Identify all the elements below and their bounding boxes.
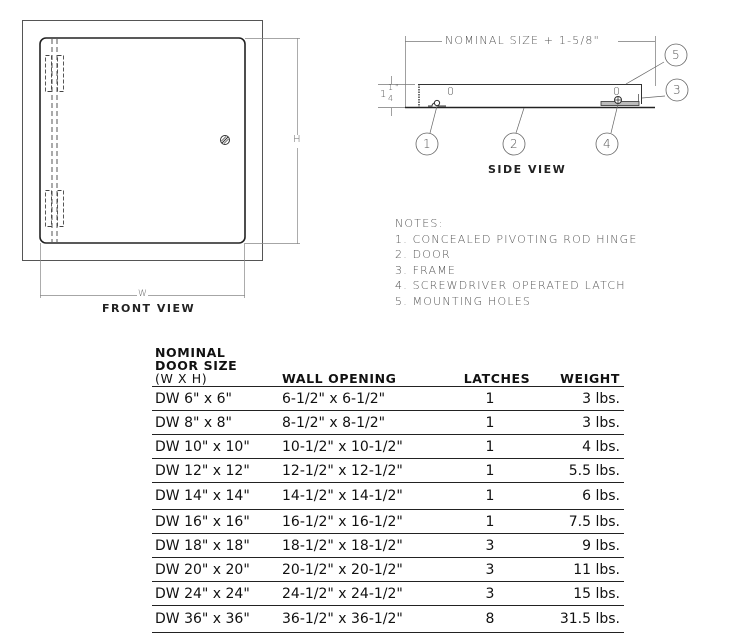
- cell-latches: 1: [446, 411, 551, 435]
- cell-weight: 31.5 lbs.: [551, 606, 624, 633]
- table-row: [152, 606, 624, 633]
- header-latches: LATCHES: [446, 346, 551, 387]
- cell-opening: 18-1/2" x 18-1/2": [279, 534, 446, 558]
- cell-latches: 3: [446, 558, 551, 582]
- callout-5-label: 5: [672, 48, 681, 62]
- header-size-line3: (W X H): [155, 371, 208, 386]
- cell-size: DW 20" x 20": [152, 558, 279, 582]
- cell-size: DW 6" x 6": [152, 387, 279, 411]
- latch-screw-icon: [221, 136, 230, 145]
- table-row: [152, 558, 624, 582]
- frame-outline: [23, 21, 263, 261]
- cell-latches: 3: [446, 534, 551, 558]
- depth-dim-whole: 1: [380, 89, 388, 100]
- cell-weight: 6 lbs.: [551, 483, 624, 510]
- table-row: [152, 459, 624, 483]
- cell-weight: 3 lbs.: [551, 411, 624, 435]
- header-nominal-size: [152, 346, 279, 387]
- mounting-hole-left: 0: [447, 85, 456, 98]
- depth-dim-unit: ": [395, 83, 400, 92]
- cell-latches: 1: [446, 435, 551, 459]
- nominal-size-dimension: NOMINAL SIZE + 1-5/8": [445, 34, 600, 47]
- note-item: 3. FRAME: [395, 263, 457, 277]
- header-size-line1: NOMINAL: [155, 345, 226, 360]
- cell-size: DW 16" x 16": [152, 510, 279, 534]
- notes-block: [395, 216, 638, 309]
- cell-opening: 10-1/2" x 10-1/2": [279, 435, 446, 459]
- callout-4-label: 4: [603, 137, 612, 151]
- cell-size: DW 8" x 8": [152, 411, 279, 435]
- height-dimension: [245, 38, 300, 244]
- cell-latches: 1: [446, 459, 551, 483]
- cell-weight: 11 lbs.: [551, 558, 624, 582]
- hinge-upper-icon: [46, 56, 64, 92]
- cell-weight: 15 lbs.: [551, 582, 624, 606]
- cell-weight: 9 lbs.: [551, 534, 624, 558]
- cell-size: DW 24" x 24": [152, 582, 279, 606]
- table-row: [152, 435, 624, 459]
- mounting-hole-right: 0: [613, 85, 622, 98]
- table-row: [152, 387, 624, 411]
- front-view-label: FRONT VIEW: [102, 302, 196, 315]
- cell-weight: 4 lbs.: [551, 435, 624, 459]
- callout-3-label: 3: [673, 83, 682, 97]
- height-dim-label: H: [293, 134, 302, 145]
- cell-size: DW 12" x 12": [152, 459, 279, 483]
- table-row: [152, 582, 624, 606]
- cell-latches: 3: [446, 582, 551, 606]
- cell-latches: 1: [446, 510, 551, 534]
- note-item: 2. DOOR: [395, 248, 451, 261]
- cell-opening: 14-1/2" x 14-1/2": [279, 483, 446, 510]
- header-weight: WEIGHT: [551, 346, 624, 387]
- callout-2-label: 2: [510, 137, 519, 151]
- cell-latches: 8: [446, 606, 551, 633]
- cell-latches: 1: [446, 387, 551, 411]
- cell-size: DW 14" x 14": [152, 483, 279, 510]
- table-row: [152, 483, 624, 510]
- note-item: 1. CONCEALED PIVOTING ROD HINGE: [395, 232, 638, 246]
- cell-opening: 20-1/2" x 20-1/2": [279, 558, 446, 582]
- hinge-lower-icon: [46, 191, 64, 227]
- cell-opening: 36-1/2" x 36-1/2": [279, 606, 446, 633]
- side-view-label: SIDE VIEW: [488, 163, 567, 176]
- door-panel: [40, 38, 245, 243]
- table-row: [152, 510, 624, 534]
- cell-opening: 16-1/2" x 16-1/2": [279, 510, 446, 534]
- callout-1-label: 1: [423, 137, 432, 151]
- header-wall-opening: WALL OPENING: [279, 346, 446, 387]
- door-size-table: [152, 346, 624, 633]
- cell-size: DW 36" x 36": [152, 606, 279, 633]
- cell-latches: 1: [446, 483, 551, 510]
- depth-dim-num: 1: [388, 83, 395, 92]
- cell-weight: 7.5 lbs.: [551, 510, 624, 534]
- cell-size: DW 10" x 10": [152, 435, 279, 459]
- cell-opening: 24-1/2" x 24-1/2": [279, 582, 446, 606]
- cell-opening: 8-1/2" x 8-1/2": [279, 411, 446, 435]
- depth-dim-den: 4: [388, 94, 395, 103]
- cell-opening: 6-1/2" x 6-1/2": [279, 387, 446, 411]
- note-item: 4. SCREWDRIVER OPERATED LATCH: [395, 279, 626, 292]
- cell-opening: 12-1/2" x 12-1/2": [279, 459, 446, 483]
- cell-weight: 3 lbs.: [551, 387, 624, 411]
- cell-size: DW 18" x 18": [152, 534, 279, 558]
- notes-title: NOTES:: [395, 217, 444, 230]
- width-dim-label: W: [138, 289, 149, 299]
- table-row: [152, 411, 624, 435]
- note-item: 5. MOUNTING HOLES: [395, 294, 532, 308]
- table-row: [152, 534, 624, 558]
- cell-weight: 5.5 lbs.: [551, 459, 624, 483]
- table-header-row: [152, 346, 624, 387]
- header-size-line2: DOOR SIZE: [155, 358, 238, 373]
